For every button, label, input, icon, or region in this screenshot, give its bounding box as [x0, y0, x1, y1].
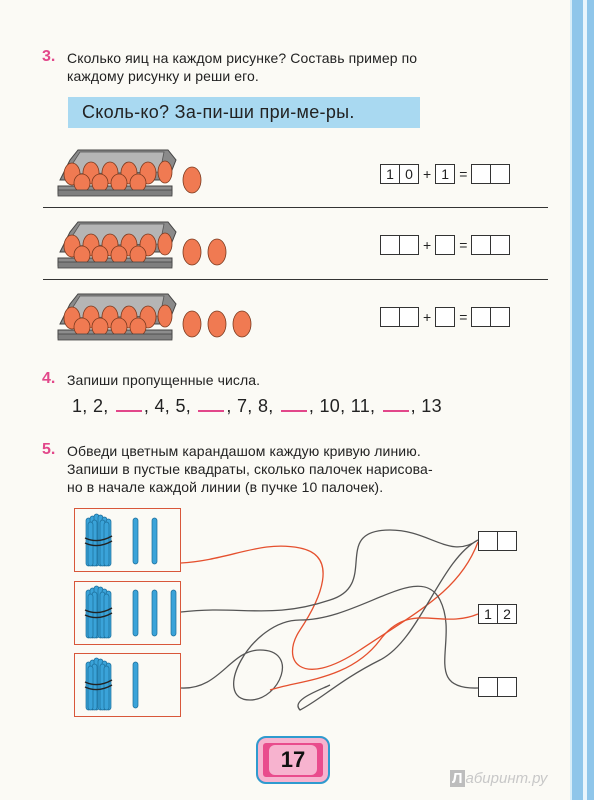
task-5-line-3: но в начале каждой линии (в пучке 10 палочек). — [67, 479, 384, 495]
seq-number: 5, — [175, 396, 192, 416]
seq-number: 1, — [72, 396, 88, 416]
sticks-answer-2 — [478, 604, 517, 624]
task-4-number: 4. — [42, 370, 56, 387]
answer-cell[interactable] — [478, 531, 498, 551]
seq-number: 10, — [319, 396, 346, 416]
plus-sign: + — [423, 309, 432, 325]
watermark-mark: Л — [452, 770, 463, 787]
task-5-number: 5. — [42, 441, 56, 458]
task-4-text: Запиши пропущенные числа. — [67, 372, 261, 388]
equals-sign: = — [459, 237, 468, 253]
seq-comma: , — [226, 396, 232, 416]
task-3-line-2: каждому рисунку и реши его. — [67, 68, 259, 84]
stick-icon — [171, 590, 176, 636]
answer-cell[interactable] — [478, 677, 498, 697]
equals-sign: = — [459, 309, 468, 325]
task-3-hint: Сколь-ко? За-пи-ши при-ме-ры. — [68, 97, 420, 128]
task-5-line-2: Запиши в пустые квадраты, сколько палочек нарисова- — [67, 461, 433, 477]
seq-number: 8, — [257, 396, 274, 416]
stick-icon — [133, 518, 138, 564]
watermark-text: абиринт.ру — [465, 770, 548, 787]
answer-cell[interactable]: 1 — [435, 164, 455, 184]
task-5-line-1: Обведи цветным карандашом каждую кривую линию. — [67, 443, 421, 459]
answer-cell[interactable]: 2 — [498, 604, 517, 624]
answer-cell[interactable]: 0 — [400, 164, 419, 184]
stick-icon — [133, 662, 138, 708]
equals-sign: = — [459, 166, 468, 182]
stick-icon — [152, 518, 157, 564]
answer-cell[interactable] — [498, 677, 517, 697]
seq-number: 11, — [350, 396, 376, 416]
seq-comma: , — [410, 396, 416, 416]
sticks-answer-1 — [478, 531, 517, 551]
seq-comma: , — [308, 396, 315, 416]
seq-number: 2, — [92, 396, 109, 416]
seq-number: 13 — [421, 396, 442, 416]
plus-sign: + — [423, 166, 432, 182]
answer-cell[interactable]: 1 — [380, 164, 400, 184]
page-number-text: 17 — [269, 745, 317, 775]
task-3-number: 3. — [42, 48, 56, 65]
watermark — [450, 770, 547, 787]
task-3-line-1: Сколько яиц на каждом рисунке? Составь пример по — [67, 50, 418, 66]
answer-cell[interactable] — [498, 531, 517, 551]
seq-comma: , — [143, 396, 150, 416]
seq-number: 4, — [154, 396, 171, 416]
stick-icon — [133, 590, 138, 636]
answer-cell[interactable]: 1 — [478, 604, 498, 624]
seq-number: 7, — [237, 396, 253, 416]
plus-sign: + — [423, 237, 432, 253]
stick-icon — [152, 590, 157, 636]
sticks-answer-3 — [478, 677, 517, 697]
page-number — [256, 736, 330, 784]
